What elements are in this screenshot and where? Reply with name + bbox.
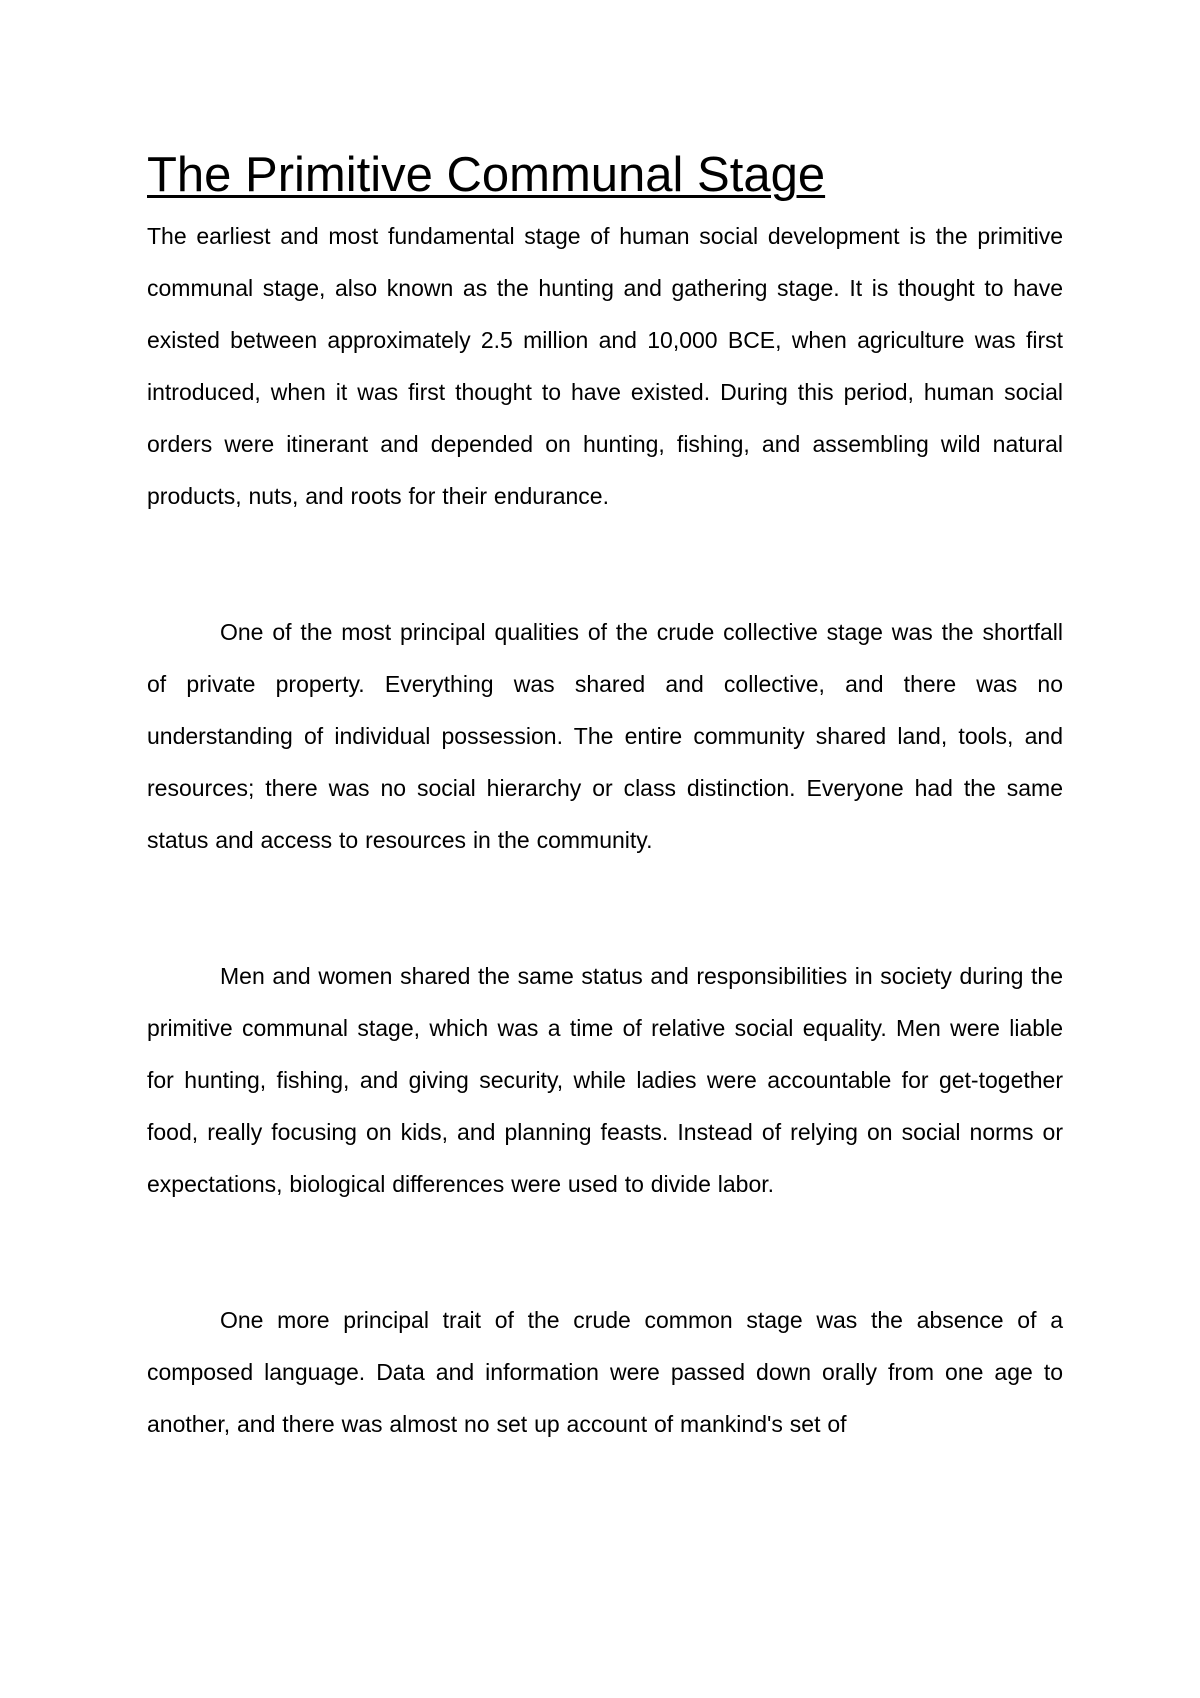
document-title: The Primitive Communal Stage [147,148,826,202]
paragraph-4: One more principal trait of the crude common stage was the absence of a composed language. Data and information were passed down orally from one age to another, and there was almost no set up account of mankind's set of [147,1307,1063,1437]
paragraph-1: The earliest and most fundamental stage of human social development is the primitive communal stage, also known as the hunting and gathering stage. It is thought to have existed between approximately 2.5 million and 10,000 BCE, when agriculture was first introduced, when it was first thought to have existed. During this period, human social orders were itinerant and depended on hunting, fishing, and assembling wild natural products, nuts, and roots for their endurance. [147,223,1063,509]
document-body [147,142,1063,1450]
paragraph-3: Men and women shared the same status and responsibilities in society during the primitive communal stage, which was a time of relative social equality. Men were liable for hunting, fishing, and giving security, while ladies were accountable for get-together food, really focusing on kids, and planning feasts. Instead of relying on social norms or expectations, biological differences were used to divide labor. [147,963,1063,1197]
paragraph-2: One of the most principal qualities of the crude collective stage was the shortfall of private property. Everything was shared and collective, and there was no understanding of individual possession. The entire community shared land, tools, and resources; there was no social hierarchy or class distinction. Everyone had the same status and access to resources in the community. [147,619,1063,853]
